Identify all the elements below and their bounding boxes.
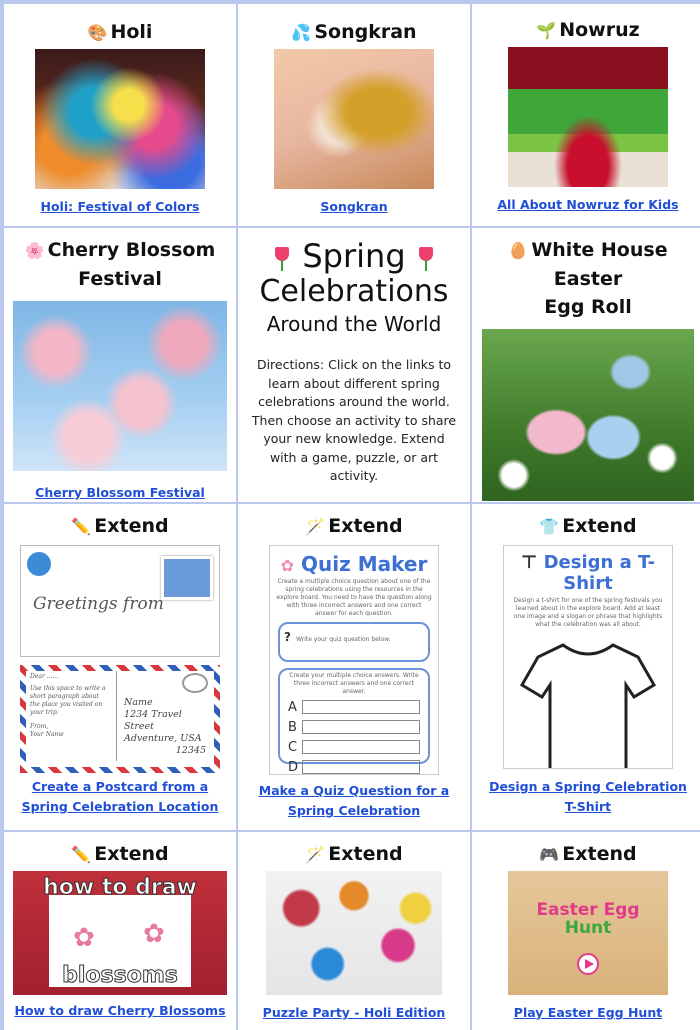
hunt-extend-title: 🎮 Extend — [539, 843, 637, 865]
tulip-icon — [416, 245, 436, 271]
nowruz-title: 🌱 Nowruz — [536, 19, 640, 41]
songkran-link[interactable]: Songkran — [320, 199, 388, 214]
cherry-blossom-icon: 🌸 — [24, 241, 45, 260]
quiz-heading: ✿ Quiz Maker — [280, 552, 428, 576]
flower-icon: ✿ — [280, 556, 295, 575]
center-title-line1: Spring — [238, 238, 470, 274]
holi-card — [4, 4, 236, 226]
photo-icon — [161, 556, 213, 600]
egg-icon: 🥚 — [508, 241, 529, 260]
quiz-extend-title: 🪄 Extend — [305, 515, 403, 537]
easter-title: 🥚 White House Easter Egg Roll — [508, 239, 668, 318]
tshirt-icon: 👕 — [539, 517, 560, 536]
question-prompt: Write your quiz question below. — [296, 636, 391, 643]
tshirt-link[interactable]: Design a Spring Celebration T-Shirt — [489, 779, 687, 814]
tshirt-outline — [518, 635, 658, 769]
cherry-card — [4, 228, 236, 502]
answer-row[interactable]: C — [288, 738, 420, 756]
answer-row[interactable]: A — [288, 698, 420, 716]
hunt-card — [472, 832, 700, 1030]
game-controller-icon: 🎮 — [539, 845, 560, 864]
powder-icon: 🎨 — [87, 23, 108, 42]
holi-title: 🎨 Holi — [87, 21, 153, 43]
magic-wand-icon: 🪄 — [305, 845, 326, 864]
quiz-instructions: Create a multiple choice question about one of the spring celebrations using the resources in the explore board. You need to have the question along with three incorrect answers and one correct answer for each question. — [276, 578, 432, 617]
draw-extend-title: ✏️ Extend — [71, 843, 169, 865]
hunt-game-title: Easter Egg Hunt — [536, 900, 640, 938]
draw-art-title: how to draw — [43, 875, 197, 900]
postcard-address: Name 1234 Travel Street Adventure, USA 12345 — [124, 697, 206, 756]
answers-prompt: Create your multiple choice answers. Write three incorrect answers and one correct answer. — [289, 672, 419, 695]
songkran-title: 💦 Songkran — [291, 21, 417, 43]
tulip-icon — [272, 245, 292, 271]
pencil-icon: ✏️ — [71, 845, 92, 864]
center-title-line3: Around the World — [266, 312, 442, 336]
cherry-title: 🌸 Cherry Blossom Festival — [24, 239, 216, 290]
quiz-worksheet[interactable] — [269, 545, 439, 775]
songkran-card — [238, 4, 470, 226]
postcard-divider — [116, 671, 117, 761]
draw-thumbnail[interactable] — [13, 871, 227, 995]
puzzle-image[interactable] — [266, 871, 442, 995]
postcard-back[interactable] — [20, 665, 220, 773]
puzzle-extend-title: 🪄 Extend — [305, 843, 403, 865]
postmark-icon — [182, 673, 208, 693]
holi-link[interactable]: Holi: Festival of Colors — [40, 199, 200, 214]
postcard-card — [4, 504, 236, 830]
postcard-message: Dear ...... Use this space to write a short paragraph about the place you visited on your trip. From, Your Name — [30, 673, 106, 738]
play-button[interactable] — [577, 953, 599, 975]
nowruz-card — [472, 4, 700, 226]
center-card — [238, 228, 470, 502]
draw-link[interactable]: How to draw Cherry Blossoms — [14, 1003, 226, 1018]
tshirt-extend-title: 👕 Extend — [539, 515, 637, 537]
globe-icon — [27, 552, 51, 576]
tshirt-worksheet[interactable] — [503, 545, 673, 769]
postcard-link[interactable]: Create a Postcard from a Spring Celebration Location — [21, 779, 219, 814]
play-icon — [585, 959, 594, 969]
pencil-icon: ✏️ — [71, 517, 92, 536]
quiz-card — [238, 504, 470, 830]
draw-art-subtitle: blossoms — [62, 963, 178, 988]
puzzle-link[interactable]: Puzzle Party - Holi Edition — [262, 1005, 446, 1020]
songkran-image[interactable] — [274, 49, 434, 189]
water-splash-icon: 💦 — [291, 23, 312, 42]
magic-wand-icon: 🪄 — [305, 517, 326, 536]
nowruz-image[interactable] — [508, 47, 668, 187]
quiz-question-box[interactable] — [278, 622, 430, 662]
quiz-link[interactable]: Make a Quiz Question for a Spring Celebration — [258, 783, 450, 818]
easter-image[interactable] — [482, 329, 694, 501]
sprouts-icon: 🌱 — [536, 21, 557, 40]
shirt-outline-icon: ⊤ — [520, 552, 538, 573]
postcard-front[interactable] — [20, 545, 220, 657]
puzzle-card — [238, 832, 470, 1030]
answer-row[interactable]: D — [288, 758, 420, 775]
answer-row[interactable]: B — [288, 718, 420, 736]
draw-card — [4, 832, 236, 1030]
quiz-answers-box[interactable] — [278, 668, 430, 775]
postcard-extend-title: ✏️ Extend — [71, 515, 169, 537]
tshirt-instructions: Design a t-shirt for one of the spring festivals you learned about in the explore board. Add at least one image and a slogan or phrase that highlights what the celebration was all about. — [513, 597, 663, 628]
tshirt-card — [472, 504, 700, 830]
hunt-image[interactable] — [508, 871, 668, 995]
blossom-icon: ✿ — [73, 923, 95, 953]
directions-text: Directions: Click on the links to learn about different spring celebrations around the world. Then choose an activity to share your new knowledge. Extend with a game, puzzle, or art activity. — [251, 357, 457, 483]
cherry-link[interactable]: Cherry Blossom Festival — [35, 485, 205, 500]
tshirt-heading: ⊤ Design a T-Shirt — [520, 552, 656, 594]
blossom-icon: ✿ — [143, 919, 165, 949]
greetings-text: Greetings from — [33, 594, 164, 614]
cherry-image[interactable] — [13, 301, 227, 471]
nowruz-link[interactable]: All About Nowruz for Kids — [497, 197, 679, 212]
easter-card — [472, 228, 700, 502]
hunt-link[interactable]: Play Easter Egg Hunt — [513, 1005, 663, 1020]
holi-image[interactable] — [35, 49, 205, 189]
question-mark-icon: ? — [284, 630, 291, 644]
center-title-line2: Celebrations — [259, 274, 449, 309]
